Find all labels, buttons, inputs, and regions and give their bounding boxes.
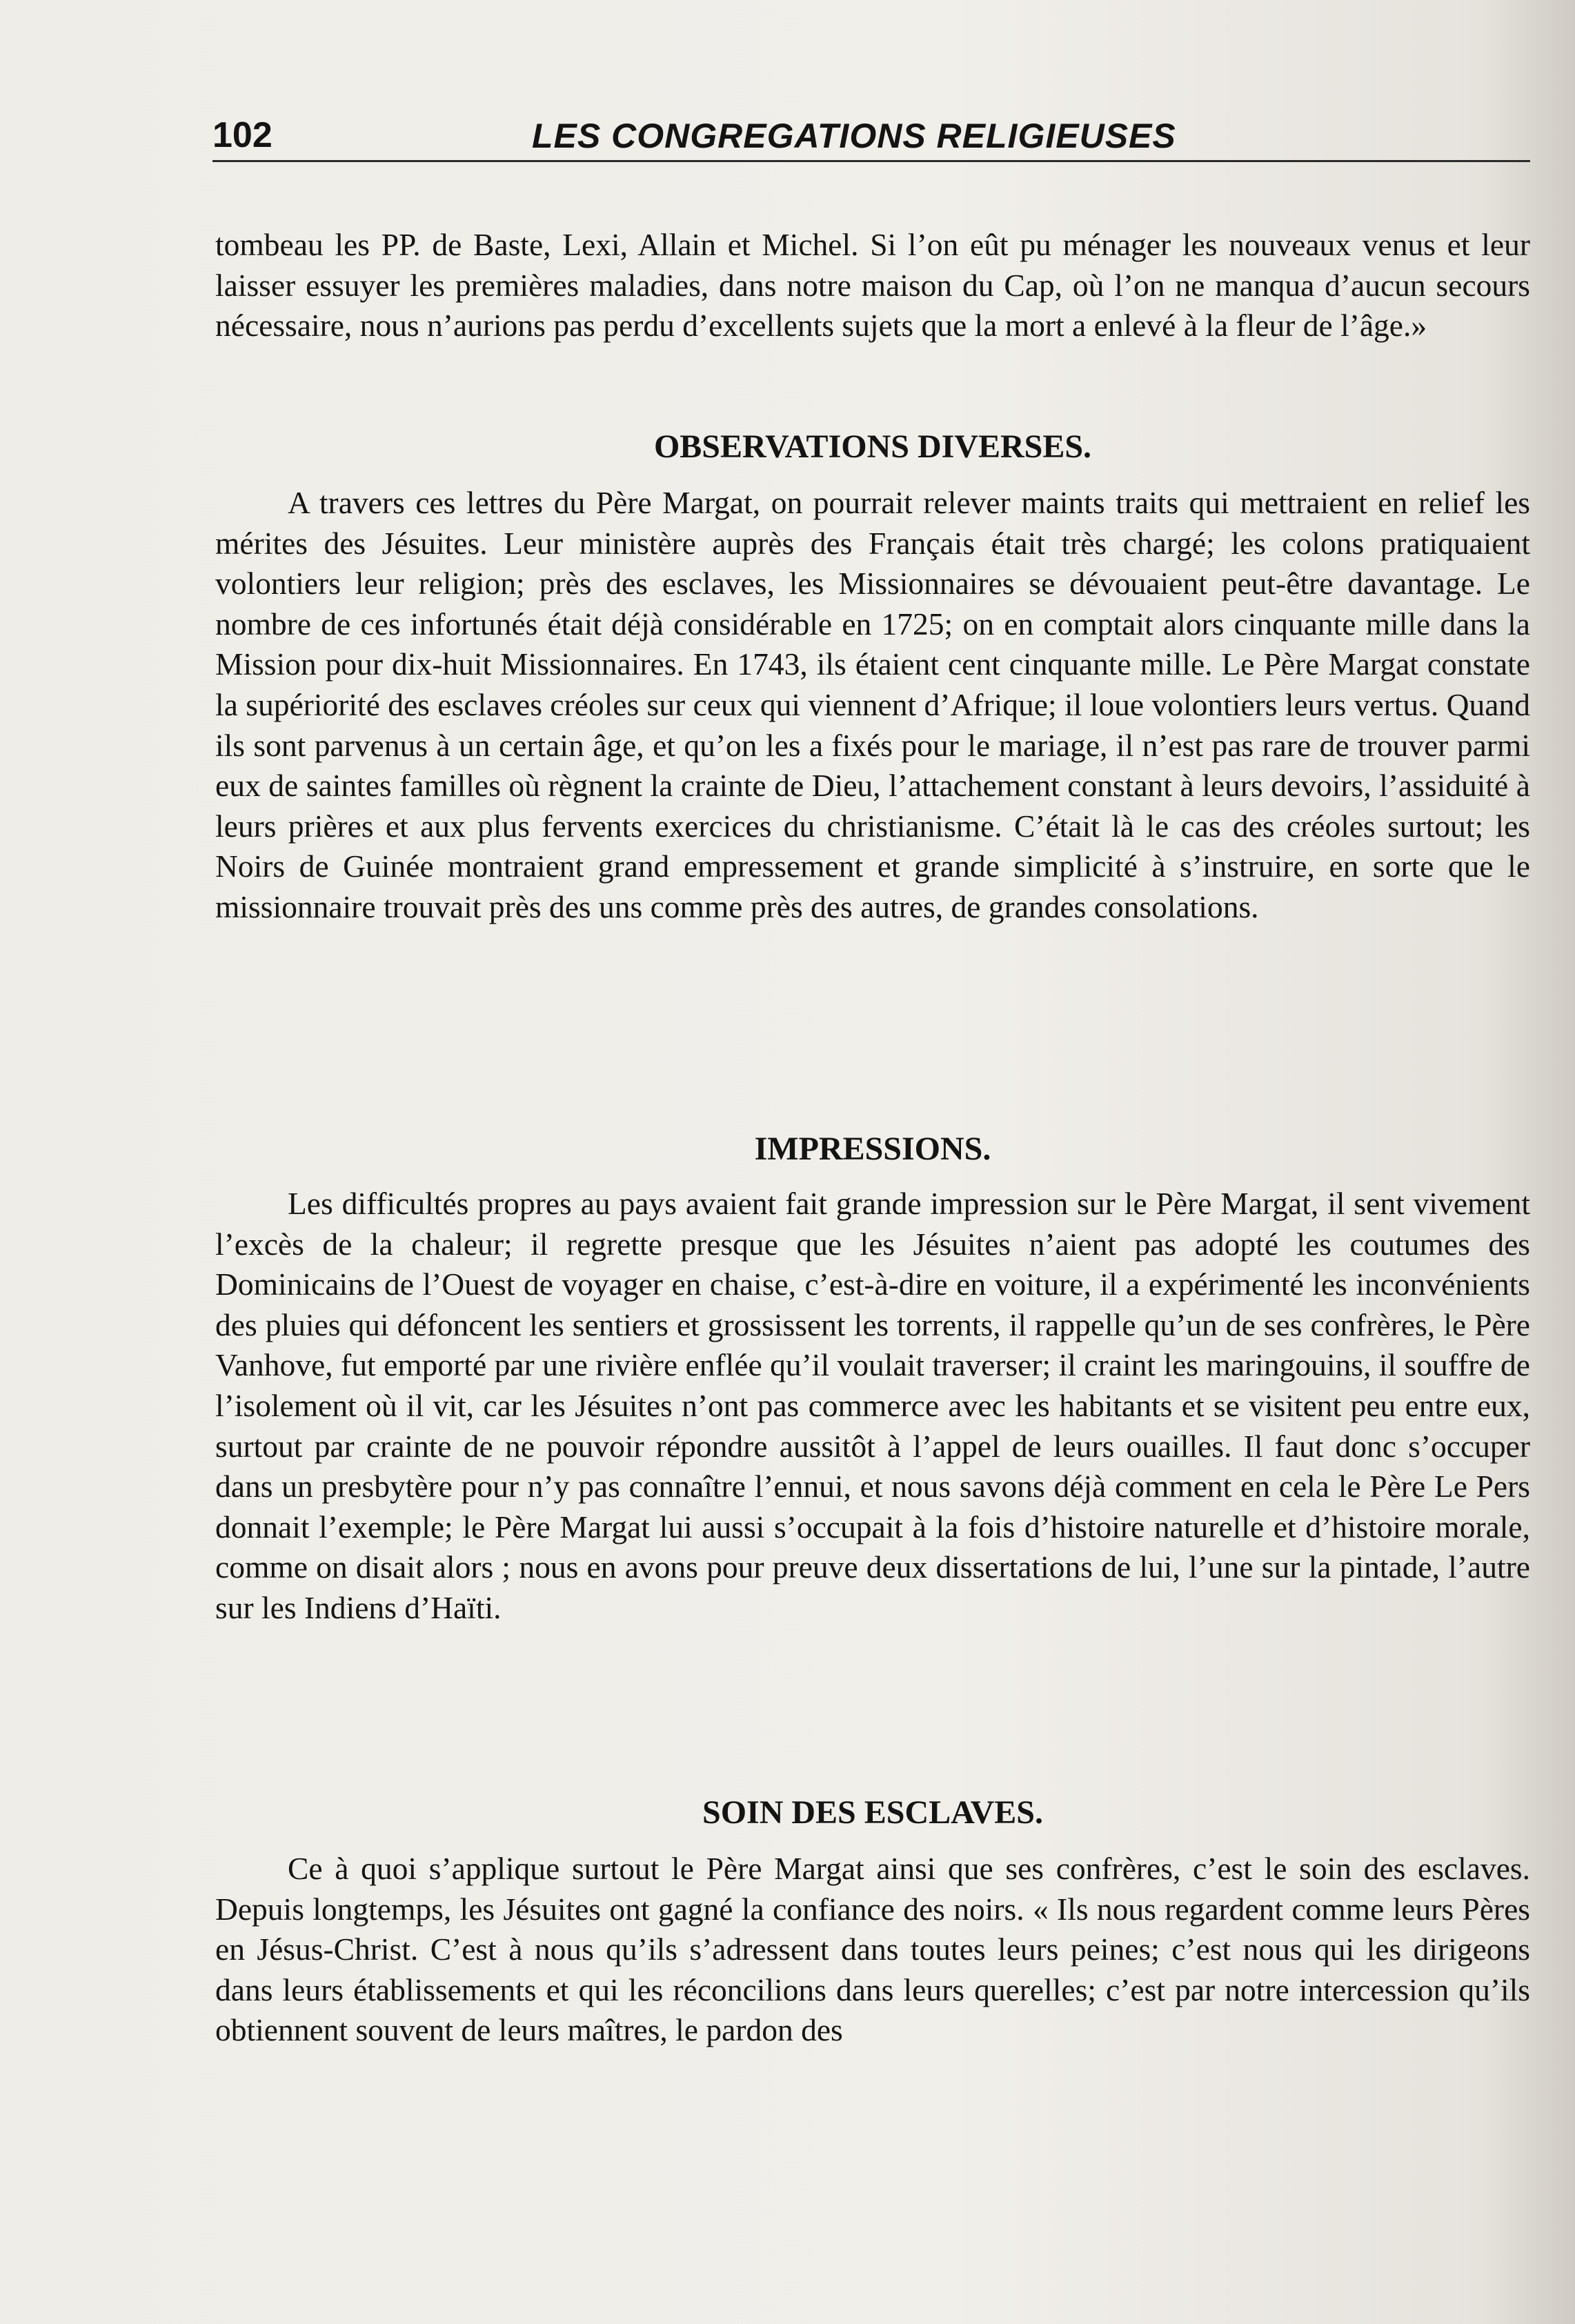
running-title: LES CONGREGATIONS RELIGIEUSES — [532, 117, 1176, 155]
paragraph-observations: A travers ces lettres du Père Margat, on pourrait relever maints traits qui mettraient en relief les mérites des Jésuites. Leur ministère auprès des Français était très chargé; les colons pratiquaient volontiers leur religion; près des esclaves, les Missionnaires se dévouaient peut-être davantage. Le nombre de ces infortunés était déjà considérable en 1725; on en comptait alors cinquante mille dans la Mission pour dix-huit Missionnaires. En 1743, ils étaient cent cinquante mille. Le Père Margat constate la supériorité des esclaves créoles sur ceux qui viennent d’Afrique; il loue volontiers leurs vertus. Quand ils sont parvenus à un certain âge, et qu’on les a fixés pour le mariage, il n’est pas rare de trouver parmi eux de saintes familles où règnent la crainte de Dieu, l’attachement constant à leurs devoirs, l’assiduité à leurs prières et aux plus fervents exercices du christianisme. C’était là le cas des créoles surtout; les Noirs de Guinée montraient grand empressement et grande simplicité à s’instruire, en sorte que le missionnaire trouvait près des uns comme près des autres, de grandes consolations. — [215, 485, 1530, 924]
paragraph-soin-des-esclaves: Ce à quoi s’applique surtout le Père Margat ainsi que ses confrères, c’est le soin des esclaves. Depuis longtemps, les Jésuites ont gagné la confiance des noirs. « Ils nous regardent comme leurs Pères en Jésus-Christ. C’est à nous qu’ils s’adressent dans toutes leurs peines; c’est nous qui les dirigeons dans leurs établissements et qui les réconcilions dans leurs querelles; c’est par notre intercession qu’ils obtiennent souvent de leurs maîtres, le pardon des — [215, 1851, 1530, 2048]
paragraph-continued: tombeau les PP. de Baste, Lexi, Allain et Michel. Si l’on eût pu ménager les nouveaux venus et leur laisser essuyer les premières maladies, dans notre maison du Cap, où l’on ne manqua d’aucun secours nécessaire, nous n’aurions pas perdu d’excellents sujets que la mort a enlevé à la fleur de l’âge.» — [215, 227, 1530, 344]
section-heading-impressions: IMPRESSIONS. — [754, 1131, 991, 1167]
page-header — [212, 109, 1530, 162]
paragraph-impressions: Les difficultés propres au pays avaient fait grande impression sur le Père Margat, il sent vivement l’excès de la chaleur; il regrette presque que les Jésuites n’aient pas adopté les coutumes des Dominicains de l’Ouest de voyager en chaise, c’est-à-dire en voiture, il a expérimenté les inconvénients des pluies qui défoncent les sentiers et grossissent les torrents, il rappelle qu’un de ses confrères, le Père Vanhove, fut emporté par une rivière enflée qu’il voulait traverser; il craint les maringouins, il souffre de l’isolement où il vit, car les Jésuites n’ont pas commerce avec les habitants et se visitent peu entre eux, surtout par crainte de ne pouvoir répondre aussitôt à l’appel de leurs ouailles. Il faut donc s’occuper dans un presbytère pour n’y pas connaître l’ennui, et nous savons déjà comment en cela le Père Le Pers donnait l’exemple; le Père Margat lui aussi s’occupait à la fois d’histoire naturelle et d’histoire morale, comme on disait alors ; nous en avons pour preuve deux dissertations de lui, l’une sur la pintade, l’autre sur les Indiens d’Haïti. — [215, 1186, 1530, 1625]
section-heading-soin-des-esclaves: SOIN DES ESCLAVES. — [702, 1794, 1043, 1831]
page-number: 102 — [212, 115, 273, 155]
section-heading-observations: OBSERVATIONS DIVERSES. — [653, 428, 1092, 465]
